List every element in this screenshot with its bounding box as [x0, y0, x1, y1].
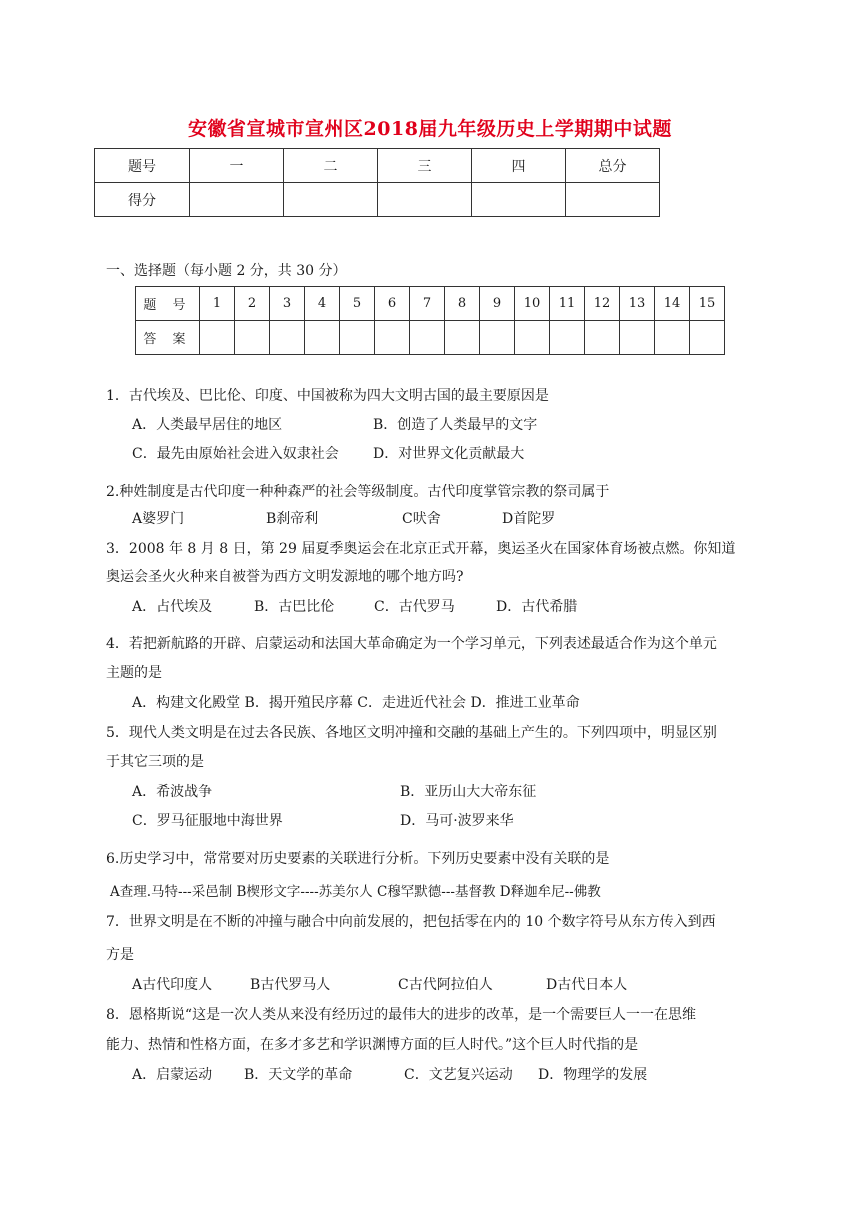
question-8-stem-line2: 能力、热情和性格方面，在多才多艺和学识渊博方面的巨人时代。”这个巨人时代指的是: [106, 1037, 639, 1053]
question-8-option-a: A．启蒙运动: [132, 1067, 213, 1083]
answer-cell[interactable]: [585, 321, 620, 355]
question-3-option-b: B．古巴比伦: [254, 599, 335, 615]
question-number: 6: [375, 287, 410, 321]
question-5-stem-line1: 5．现代人类文明是在过去各民族、各地区文明冲撞和交融的基础上产生的。下列四项中，明显区别: [106, 725, 717, 741]
question-7-option-d: D古代日本人: [546, 977, 628, 993]
question-8-stem-line1: 8．恩格斯说“这是一次人类从来没有经历过的最伟大的进步的改革，是一个需要巨人一一在思维: [106, 1007, 697, 1023]
score-row-label: 得分: [95, 183, 190, 217]
question-5-option-a: A．希波战争: [132, 784, 213, 800]
answer-cell[interactable]: [235, 321, 270, 355]
answer-cell[interactable]: [375, 321, 410, 355]
answer-number-row: [136, 287, 725, 321]
question-5-option-c: C．罗马征服地中海世界: [132, 813, 283, 829]
answer-cell[interactable]: [340, 321, 375, 355]
question-8-option-c: C．文艺复兴运动: [404, 1067, 513, 1083]
question-7-option-a: A古代印度人: [132, 977, 213, 993]
answer-cell[interactable]: [550, 321, 585, 355]
question-8-option-b: B．天文学的革命: [244, 1067, 353, 1083]
question-number: 15: [690, 287, 725, 321]
answer-cell[interactable]: [445, 321, 480, 355]
question-7-option-c: C古代阿拉伯人: [398, 977, 493, 993]
question-7-option-b: B古代罗马人: [250, 977, 331, 993]
question-number: 10: [515, 287, 550, 321]
score-header-cell: 三: [378, 149, 472, 183]
score-header-row: [95, 149, 660, 183]
question-3-option-d: D．古代希腊: [496, 599, 578, 615]
question-3-option-a: A．占代埃及: [132, 599, 213, 615]
answer-cell[interactable]: [270, 321, 305, 355]
question-6-options: A查理.马特---采邑制 B楔形文字----苏美尔人 C穆罕默德---基督教 D释迦牟尼--佛教: [110, 884, 601, 900]
question-1-option-d: D．对世界文化贡献最大: [373, 446, 525, 462]
question-1-stem: 1．古代埃及、巴比伦、印度、中国被称为四大文明古国的最主要原因是: [106, 388, 549, 404]
answer-cell[interactable]: [200, 321, 235, 355]
question-number: 7: [410, 287, 445, 321]
score-header-cell: 二: [284, 149, 378, 183]
score-header-cell: 四: [472, 149, 566, 183]
score-header-cell: 一: [190, 149, 284, 183]
answer-cell[interactable]: [410, 321, 445, 355]
question-2-option-c: C吠舍: [402, 511, 441, 527]
question-2-stem: 2.种姓制度是古代印度一种种森严的社会等级制度。古代印度掌管宗教的祭司属于: [106, 484, 610, 500]
score-cell[interactable]: [378, 183, 472, 217]
question-5-option-b: B．亚历山大大帝东征: [400, 784, 537, 800]
question-2-option-a: A婆罗门: [132, 511, 185, 527]
score-row: [95, 183, 660, 217]
question-4-stem-line1: 4．若把新航路的开辟、启蒙运动和法国大革命确定为一个学习单元，下列表述最适合作为这个单元: [106, 636, 717, 652]
answer-cell[interactable]: [515, 321, 550, 355]
answer-cell[interactable]: [480, 321, 515, 355]
question-3-stem-line1: 3．2008 年 8 月 8 日，第 29 届夏季奥运会在北京正式开幕，奥运圣火在国家体育场被点燃。你知道: [106, 541, 736, 557]
question-number: 11: [550, 287, 585, 321]
question-number: 13: [620, 287, 655, 321]
question-number: 9: [480, 287, 515, 321]
question-number: 5: [340, 287, 375, 321]
question-7-stem-line1: 7．世界文明是在不断的冲撞与融合中向前发展的，把包括零在内的 10 个数字符号从东方传入到西: [106, 914, 716, 930]
score-cell[interactable]: [190, 183, 284, 217]
question-number: 12: [585, 287, 620, 321]
exam-title: 安徽省宣城市宣州区2018届九年级历史上学期期中试题: [188, 118, 672, 140]
score-cell[interactable]: [472, 183, 566, 217]
answer-cell[interactable]: [305, 321, 340, 355]
answer-cell[interactable]: [620, 321, 655, 355]
answer-cell[interactable]: [690, 321, 725, 355]
question-1-option-a: A．人类最早居住的地区: [132, 417, 283, 433]
question-number: 14: [655, 287, 690, 321]
question-3-stem-line2: 奥运会圣火火种来自被誉为西方文明发源地的哪个地方吗?: [106, 569, 464, 585]
question-number: 2: [235, 287, 270, 321]
question-number: 1: [200, 287, 235, 321]
question-number: 8: [445, 287, 480, 321]
question-7-stem-line2: 方是: [106, 947, 134, 963]
question-number: 4: [305, 287, 340, 321]
question-6-stem: 6.历史学习中，常常要对历史要素的关联进行分析。下列历史要素中没有关联的是: [106, 851, 610, 867]
question-1-option-b: B．创造了人类最早的文字: [373, 417, 538, 433]
answer-cell[interactable]: [655, 321, 690, 355]
answer-row: [136, 321, 725, 355]
score-cell[interactable]: [284, 183, 378, 217]
question-1-option-c: C．最先由原始社会进入奴隶社会: [132, 446, 339, 462]
question-number: 3: [270, 287, 305, 321]
score-header-cell: 题号: [95, 149, 190, 183]
answer-table: [135, 286, 725, 355]
question-8-option-d: D．物理学的发展: [538, 1067, 648, 1083]
score-cell[interactable]: [566, 183, 660, 217]
question-5-stem-line2: 于其它三项的是: [106, 754, 204, 770]
score-table: [94, 148, 660, 217]
answer-header-label: 题 号: [136, 287, 200, 321]
question-3-option-c: C．古代罗马: [374, 599, 455, 615]
score-header-cell: 总分: [566, 149, 660, 183]
question-4-options: A．构建文化殿堂 B．揭开殖民序幕 C．走进近代社会 D．推进工业革命: [132, 695, 580, 711]
question-2-option-d: D首陀罗: [502, 511, 556, 527]
section-title: 一、选择题（每小题 2 分，共 30 分）: [106, 263, 347, 279]
question-4-stem-line2: 主题的是: [106, 665, 162, 681]
question-2-option-b: B刹帝利: [266, 511, 319, 527]
answer-label: 答 案: [136, 321, 200, 355]
question-5-option-d: D．马可·波罗来华: [400, 813, 514, 829]
